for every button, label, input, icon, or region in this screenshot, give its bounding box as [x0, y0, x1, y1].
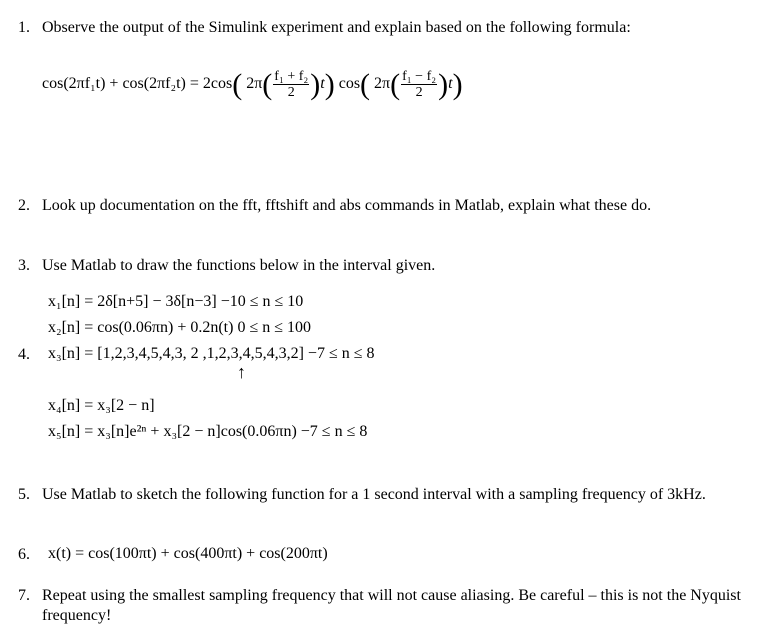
question-text: Look up documentation on the fft, fftshift and abs commands in Matlab, explain what these do. [42, 197, 652, 214]
formula-x3: x₃[n] = [1,2,3,4,5,4,3, 2 ,1,2,3,4,5,4,3,2] −7 ≤ n ≤ 8 [48, 345, 375, 362]
question-2 [18, 196, 753, 216]
question-5 [18, 485, 753, 505]
fraction-sum: $\frac{\text{f₁ + f₂}}{2}$ [274, 69, 309, 100]
question-number: 2. [18, 197, 30, 214]
question-1 [18, 18, 753, 38]
formula-x5: x₅[n] = x₃[n]e²ⁿ + x₃[2 − n]cos(0.06πn) −7 ≤ n ≤ 8 [48, 423, 368, 440]
question-number: 4. [18, 346, 30, 363]
formula-x4: x₄[n] = x₃[2 − n] [48, 397, 155, 414]
formula-lhs: cos(2πf₁t) + cos(2πf₂t) = 2cos [42, 75, 233, 93]
question-text: Repeat using the smallest sampling frequency that will not cause aliasing. Be careful – this is not the Nyquist frequency! [42, 587, 741, 624]
fraction-difference: $\frac{\text{f₁ − f₂}}{2}$ [402, 69, 437, 100]
question-7 [18, 586, 753, 626]
question-text: Use Matlab to draw the functions below in the interval given. [42, 257, 436, 274]
question-text: Observe the output of the Simulink experiment and explain based on the following formula: [42, 19, 631, 36]
origin-arrow-icon: ↑ [237, 362, 246, 382]
question-number: 3. [18, 257, 30, 274]
formula-sum-of-cosines: cos(2πf₁t) + cos(2πf₂t) = 2cos( 2π( $\frac{\text{f₁ + f₂}}{2}$ )t) cos( 2π( $\frac{\text{f₁ − f₂}}{2}$ )t) [42, 68, 463, 102]
question-number: 1. [18, 19, 30, 36]
question-3 [18, 256, 753, 276]
question-text: Use Matlab to sketch the following function for a 1 second interval with a sampling frequency of 3kHz. [42, 486, 706, 503]
question-number: 6. [18, 546, 30, 563]
formula-x6: x(t) = cos(100πt) + cos(400πt) + cos(200πt) [48, 545, 328, 562]
question-number: 5. [18, 486, 30, 503]
formula-x2: x₂[n] = cos(0.06πn) + 0.2n(t) 0 ≤ n ≤ 100 [48, 319, 312, 336]
question-number: 7. [18, 587, 30, 604]
formula-x1: x₁[n] = 2δ[n+5] − 3δ[n−3] −10 ≤ n ≤ 10 [48, 293, 304, 310]
